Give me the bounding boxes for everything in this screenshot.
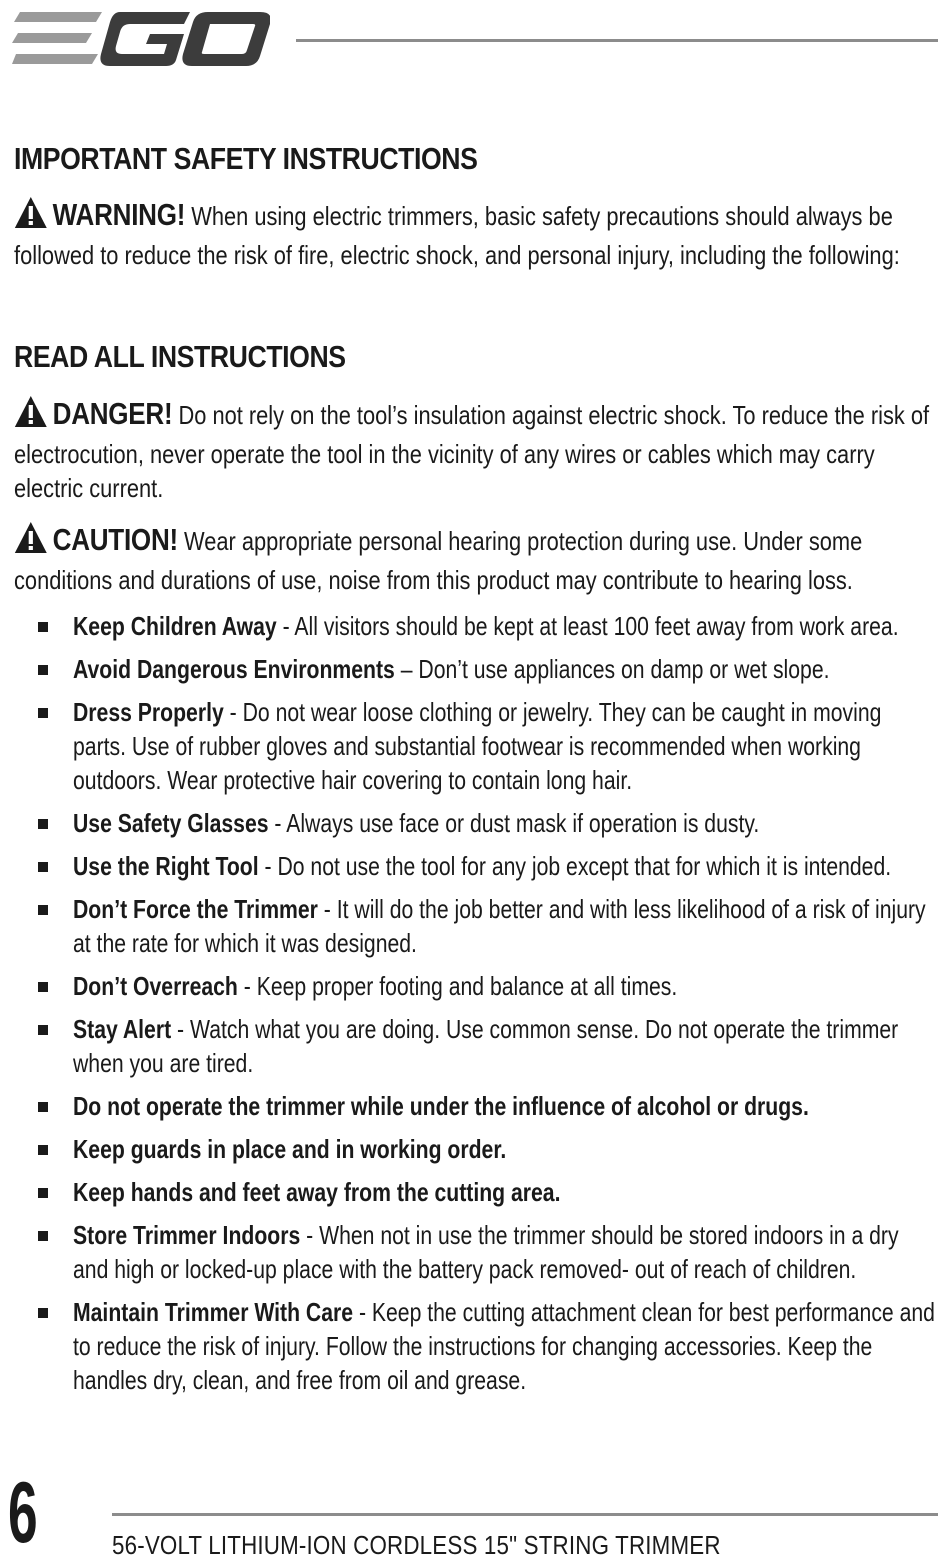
caution-tag: CAUTION!: [52, 522, 178, 557]
bullet-title: Keep Children Away: [73, 611, 277, 641]
caution-notice: [14, 521, 934, 597]
bullet-text: Don’t use appliances on damp or wet slope.: [418, 654, 830, 684]
bullet-text: All visitors should be kept at least 100 feet away from work area.: [294, 611, 899, 641]
bullet-title: Avoid Dangerous Environments: [73, 654, 395, 684]
bullet-separator: -: [276, 611, 295, 641]
bullet-title: Do not operate the trimmer while under the influence of alcohol or drugs.: [73, 1091, 809, 1121]
safety-instructions-heading: IMPORTANT SAFETY INSTRUCTIONS: [14, 141, 478, 176]
bullet-text: Watch what you are doing. Use common sense. Do not operate the trimmer when you are tired.: [73, 1014, 899, 1078]
read-all-instructions-heading: READ ALL INSTRUCTIONS: [14, 339, 346, 374]
bullet-separator: -: [237, 971, 257, 1001]
warning-notice: [14, 196, 934, 272]
bullet-title: Maintain Trimmer With Care: [73, 1297, 354, 1327]
bullet-title: Don’t Overreach: [73, 971, 238, 1001]
bullet-square: [38, 665, 48, 675]
bullet-title: Keep guards in place and in working order.: [73, 1134, 507, 1164]
warning-triangle-icon: [14, 395, 48, 437]
warning-triangle-icon: [14, 196, 48, 238]
safety-bullet-list: [0, 609, 950, 1397]
warning-triangle-icon: [14, 521, 48, 563]
bullet-text: When not in use the trimmer should be stored indoors in a dry and high or locked-up place with the battery pack removed- out of reach of children.: [73, 1220, 899, 1284]
warning-tag: WARNING!: [52, 197, 186, 232]
bullet-square: [38, 708, 48, 718]
caution-text: Wear appropriate personal hearing protection during use. Under some conditions and durations of use, noise from this product may contribute to hearing loss.: [14, 526, 863, 595]
list-item: [73, 1132, 950, 1166]
bullet-square: [38, 982, 48, 992]
bullet-text: Keep proper footing and balance at all times.: [256, 971, 678, 1001]
bullet-separator: -: [353, 1297, 372, 1327]
bullet-text: Always use face or dust mask if operation is dusty.: [286, 808, 760, 838]
list-item: [73, 1295, 950, 1397]
bullet-square: [38, 1308, 48, 1318]
page-number: 6: [8, 1465, 38, 1561]
footer-rule: [112, 1513, 938, 1516]
warning-text: When using electric trimmers, basic safety precautions should always be followed to reduce the risk of fire, electric shock, and personal injury, including the following:: [14, 201, 900, 270]
bullet-title: Stay Alert: [73, 1014, 172, 1044]
list-item: [73, 892, 950, 960]
bullet-title: Keep hands and feet away from the cutting area.: [73, 1177, 561, 1207]
bullet-square: [38, 905, 48, 915]
list-item: [73, 849, 950, 883]
list-item: [73, 1175, 950, 1209]
list-item: [73, 1218, 950, 1286]
bullet-text: Keep the cutting attachment clean for best performance and to reduce the risk of injury. Follow the instructions for changing accessories. Keep the handles dry, clean, and free from oil and grease.: [73, 1297, 935, 1395]
bullet-separator: -: [223, 697, 243, 727]
page-header: [0, 0, 950, 80]
bullet-title: Use the Right Tool: [73, 851, 259, 881]
bullet-square: [38, 862, 48, 872]
list-item: [73, 806, 950, 840]
bullet-square: [38, 1231, 48, 1241]
bullet-separator: –: [394, 654, 419, 684]
footer-title: 56-VOLT LITHIUM-ION CORDLESS 15" STRING TRIMMER: [112, 1530, 721, 1560]
bullet-text: It will do the job better and with less likelihood of a risk of injury at the rate for which it was designed.: [73, 894, 926, 958]
danger-notice: [14, 395, 934, 506]
bullet-separator: -: [317, 894, 337, 924]
list-item: [73, 1012, 950, 1080]
list-item: [73, 695, 950, 797]
bullet-text: Do not use the tool for any job except that for which it is intended.: [277, 851, 892, 881]
bullet-square: [38, 1188, 48, 1198]
bullet-square: [38, 1102, 48, 1112]
bullet-separator: -: [300, 1220, 320, 1250]
bullet-square: [38, 1145, 48, 1155]
list-item: [73, 969, 950, 1003]
danger-tag: DANGER!: [52, 396, 173, 431]
header-rule: [296, 39, 938, 42]
bullet-title: Don’t Force the Trimmer: [73, 894, 318, 924]
list-item: [73, 609, 950, 643]
bullet-square: [38, 622, 48, 632]
bullet-separator: -: [258, 851, 278, 881]
danger-text: Do not rely on the tool’s insulation against electric shock. To reduce the risk of electrocution, never operate the tool in the vicinity of any wires or cables which may carry electric current.: [14, 400, 930, 503]
bullet-separator: -: [171, 1014, 190, 1044]
bullet-title: Dress Properly: [73, 697, 224, 727]
list-item: [73, 652, 950, 686]
bullet-square: [38, 1025, 48, 1035]
bullet-square: [38, 819, 48, 829]
bullet-title: Store Trimmer Indoors: [73, 1220, 301, 1250]
bullet-title: Use Safety Glasses: [73, 808, 269, 838]
ego-logo: [12, 10, 270, 73]
bullet-text: Do not wear loose clothing or jewelry. They can be caught in moving parts. Use of rubber gloves and substantial footwear is recommended when working outdoors. Wear protective hair covering to contain long hair.: [73, 697, 882, 795]
list-item: [73, 1089, 950, 1123]
bullet-separator: -: [268, 808, 287, 838]
